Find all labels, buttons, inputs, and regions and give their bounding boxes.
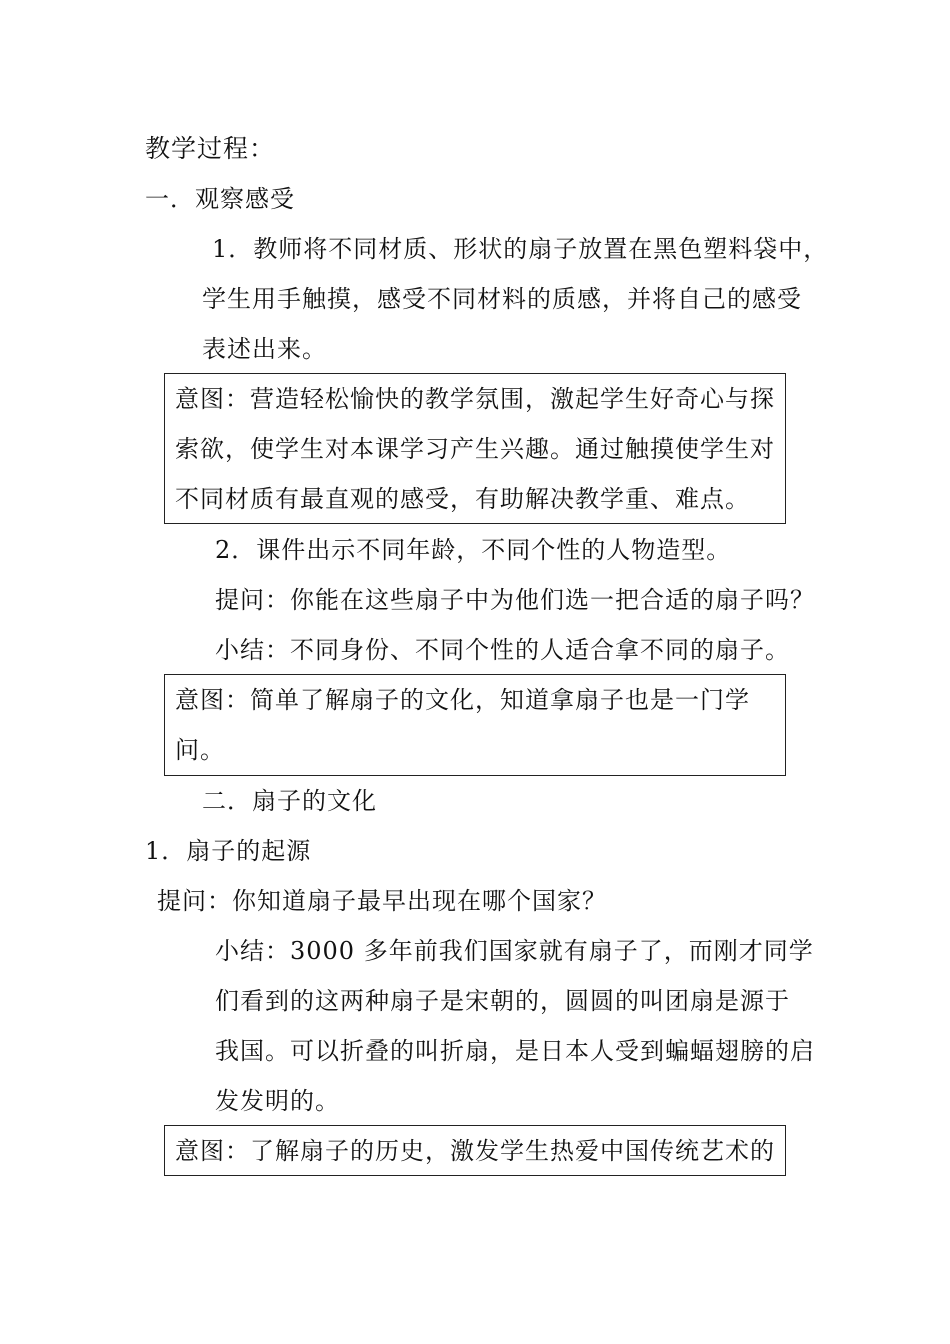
intent-box-1 [164,373,786,524]
intent2-line2: 问。 [175,736,225,764]
section-title-culture: 二．扇子的文化 [202,787,377,815]
page-heading: 教学过程： [145,134,276,163]
intent2-line1: 意图：简单了解扇子的文化，知道拿扇子也是一门学 [175,686,750,714]
item2: 2．课件出示不同年龄，不同个性的人物造型。 [215,536,732,564]
summary2-line1: 小结：3000 多年前我们国家就有扇子了，而刚才同学 [215,937,814,965]
intent-box-3 [164,1125,786,1176]
item1-line2: 学生用手触摸，感受不同材料的质感，并将自己的感受 [202,285,802,313]
intent3-line1: 意图：了解扇子的历史，激发学生热爱中国传统艺术的 [175,1137,775,1165]
summary2-line3: 我国。可以折叠的叫折扇，是日本人受到蝙蝠翅膀的启 [215,1037,815,1065]
item1-line1: 1．教师将不同材质、形状的扇子放置在黑色塑料袋中， [212,235,829,263]
summary-1: 小结：不同身份、不同个性的人适合拿不同的扇子。 [215,636,790,664]
summary2-line4: 发发明的。 [215,1087,340,1115]
subsection-origin: 1．扇子的起源 [145,837,312,865]
intent1-line1: 意图：营造轻松愉快的教学氛围，激起学生好奇心与探 [175,385,775,413]
question-1: 提问：你能在这些扇子中为他们选一把合适的扇子吗？ [215,586,815,614]
intent-box-2 [164,674,786,776]
item1-line3: 表述出来。 [202,335,327,363]
summary2-line2: 们看到的这两种扇子是宋朝的，圆圆的叫团扇是源于 [215,987,790,1015]
intent1-line3: 不同材质有最直观的感受，有助解决教学重、难点。 [175,485,750,513]
intent1-line2: 索欲，使学生对本课学习产生兴趣。通过触摸使学生对 [175,435,775,463]
section-title-observe: 一．观察感受 [145,185,295,213]
question-2: 提问：你知道扇子最早出现在哪个国家？ [157,887,607,915]
